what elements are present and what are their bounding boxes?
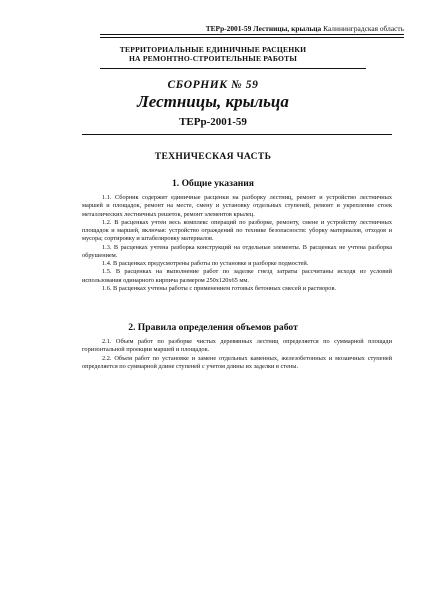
technical-part-heading: ТЕХНИЧЕСКАЯ ЧАСТЬ	[154, 151, 272, 162]
paragraph-1-4: 1.4. В расценках предусмотрены работы по установке и разборке подмостей.	[102, 260, 309, 267]
document-code: ТЕРр-2001-59	[179, 116, 247, 128]
paragraph-1-2: 1.2. В расценках учтен весь комплекс операций по разборке, ремонту, смене и устройству лестничных площадок и маршей, включая: устройство ограждений по технике безопасности: уборку материалов, отходов и мусора; сортировку и штабелировку материалов.	[82, 218, 392, 243]
document-title: Лестницы, крыльца	[137, 92, 289, 111]
paragraph-1-1: 1.1. Сборник содержит единичные расценки на разборку лестниц, ремонт и устройство лестничных маршей и площадок, ремонт на месте, смену и установку отдельных ступеней, ремонт и укрепление стоек металлических лестничных решеток, ремонт элементов крылец.	[82, 194, 392, 218]
running-header-code: ТЕРр-2001-59 Лестницы, крыльца	[205, 24, 322, 33]
org-line-2: НА РЕМОНТНО-СТРОИТЕЛЬНЫЕ РАБОТЫ	[128, 54, 298, 63]
section-2-body	[82, 338, 392, 371]
paragraph-1-5: 1.5. В расценках на выполнение работ по заделке гнезд затраты рассчитаны исходя из условий использования одинарного кирпича размером 250х120х65 мм.	[82, 268, 392, 284]
running-header-region: Калининградская область	[323, 24, 404, 33]
paragraph-1-3: 1.3. В расценках учтена разборка конструкций на отдельные элементы. В расценках не учтена разборка обрушением.	[82, 243, 392, 259]
org-line-1: ТЕРРИТОРИАЛЬНЫЕ ЕДИНИЧНЫЕ РАСЦЕНКИ	[119, 45, 307, 54]
org-rule	[100, 68, 366, 69]
paragraph-2-2: 2.2. Объем работ по установке и замене отдельных каменных, железобетонных и мозаичных ступеней определяется по суммарной длине ступеней с учетом длины их заделки в стены.	[82, 354, 392, 370]
section-1-heading: 1. Общие указания	[171, 178, 254, 189]
section-1-body	[82, 194, 392, 293]
organization-heading	[0, 45, 426, 63]
running-header	[206, 24, 404, 33]
paragraph-1-6: 1.6. В расценках учтены работы с применением готовых бетонных смесей и растворов.	[102, 284, 337, 292]
header-rule	[100, 34, 404, 38]
title-rule	[82, 134, 392, 135]
section-2-heading: 2. Правила определения объемов работ	[128, 322, 298, 333]
paragraph-2-1: 2.1. Объем работ по разборке чистых деревянных лестниц определяется по суммарной площади горизонтальной проекции маршей и площадок.	[82, 338, 392, 354]
collection-number: СБОРНИК № 59	[167, 79, 259, 91]
